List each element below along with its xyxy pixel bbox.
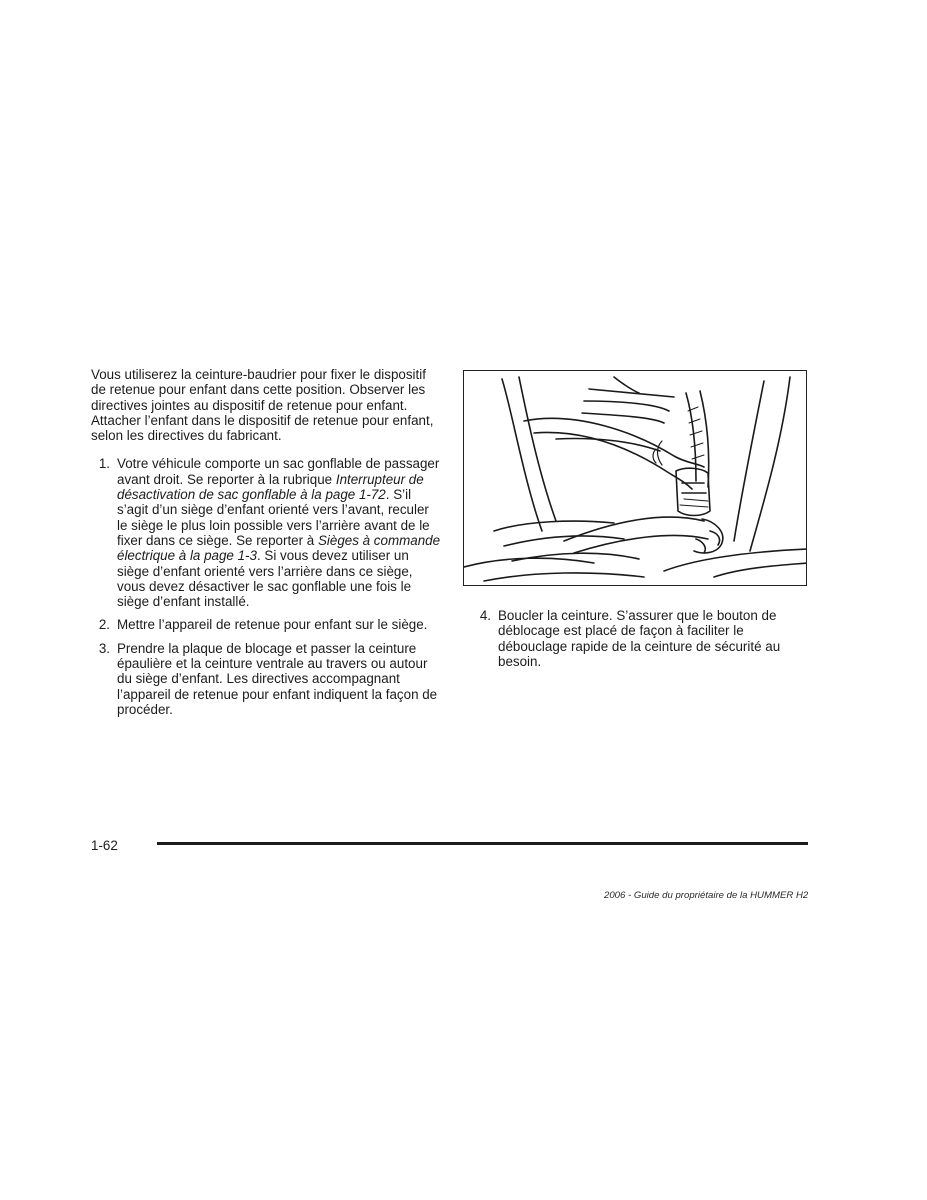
- step-number: 1.: [98, 456, 110, 472]
- page-number: 1-62: [91, 838, 118, 853]
- step-text: Prendre la plaque de blocage et passer la ceinture épaulière et la ceinture ventrale au travers ou autour du siège d’enfant. Les directives accompagnant l’appareil de retenue pour enfant indiquent la façon de procéder.: [117, 640, 438, 717]
- step-number: 4.: [479, 608, 491, 623]
- step-text: [117, 456, 443, 609]
- step-number: 2.: [98, 617, 110, 633]
- steps-list-continued: [472, 608, 792, 669]
- left-column: [91, 367, 443, 725]
- list-item-step-3: [91, 641, 443, 717]
- list-item-step-2: [91, 617, 443, 632]
- cross-reference-power-seats: Sièges à commande électrique à la page 1-3: [117, 532, 441, 564]
- steps-list: [91, 456, 443, 717]
- step-text: Boucler la ceinture. S’assurer que le bouton de déblocage est placé de façon à faciliter le débouclage rapide de la ceinture de sécurité au besoin.: [498, 608, 781, 669]
- buckle-illustration: [463, 370, 807, 586]
- step-text-part: Votre véhicule comporte un sac gonflable de passager avant droit. Se reporter à la rubrique: [117, 456, 440, 487]
- cross-reference-airbag-switch: Interrupteur de désactivation de sac gonflable à la page 1-72: [117, 471, 424, 503]
- step-text: Mettre l’appareil de retenue pour enfant sur le siège.: [117, 617, 428, 633]
- footer-rule: [157, 842, 808, 845]
- footer-text: 2006 - Guide du propriétaire de la HUMMER H2: [604, 890, 809, 901]
- right-column: [472, 608, 792, 677]
- intro-paragraph: Vous utiliserez la ceinture-baudrier pour fixer le dispositif de retenue pour enfant dans cette position. Observer les directives jointes au dispositif de retenue pour enfant. Attacher l’enfant dans le dispositif de retenue pour enfant, selon les directives du fabricant.: [91, 367, 434, 444]
- list-item-step-4: [472, 608, 792, 669]
- step-text-part: . S’il s’agit d’un siège d’enfant orienté vers l’avant, reculer le siège le plus loin possible vers l’arrière avant de le fixer dans ce siège. Se reporter à: [117, 487, 430, 548]
- list-item-step-1: [91, 456, 443, 609]
- step-number: 3.: [98, 640, 110, 656]
- step-text-part: . Si vous devez utiliser un siège d’enfant orienté vers l’arrière dans ce siège, vous devez désactiver le sac gonflable une fois le siège d’enfant installé.: [117, 548, 413, 610]
